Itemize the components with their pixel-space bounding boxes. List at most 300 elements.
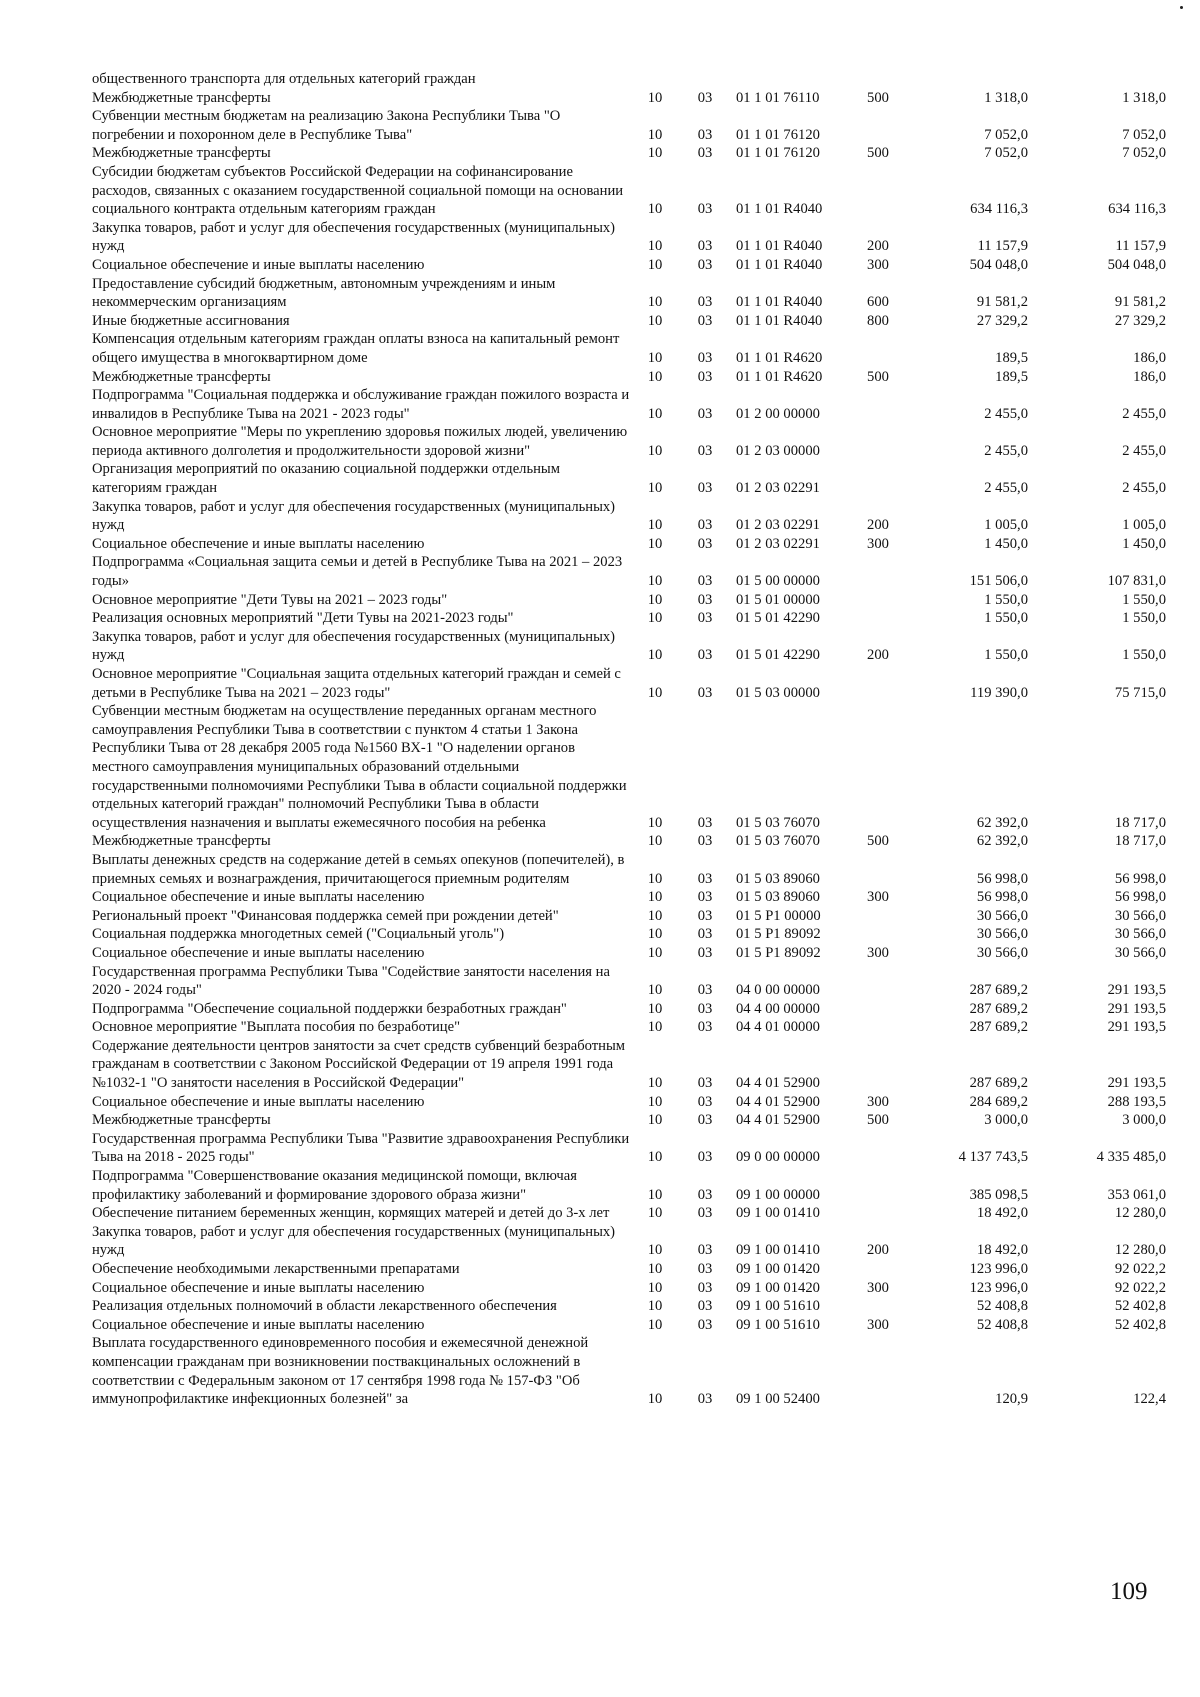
row-name: Реализация основных мероприятий "Дети Тувы на 2021-2023 годы" xyxy=(92,610,514,627)
table-row xyxy=(92,498,1172,535)
row-expense-type xyxy=(854,1037,902,1093)
row-expense-type xyxy=(854,702,902,832)
budget-table xyxy=(92,70,1172,1409)
row-amount-year2: 291 193,5 xyxy=(1107,1075,1166,1092)
row-expense-type xyxy=(854,1000,902,1019)
row-expense-type: 200 xyxy=(867,647,889,664)
row-name: Выплата государственного единовременного пособия и ежемесячной денежной компенсации гражданам при возникновении поствакцинальных осложнений в соответствии с Федеральным законом от 17 сентября 1998 года № 157-ФЗ "Об иммунопрофилактике инфекционных болезней" за xyxy=(92,1335,589,1408)
row-section: 10 xyxy=(647,312,663,329)
row-section: 10 xyxy=(647,349,663,366)
row-amount-year2: 12 280,0 xyxy=(1114,1242,1166,1259)
row-section: 10 xyxy=(647,517,663,534)
row-amount-year1: 52 408,8 xyxy=(976,1298,1028,1315)
row-expense-type: 300 xyxy=(867,535,889,552)
row-amount-year2: 18 717,0 xyxy=(1114,814,1166,831)
row-name: Межбюджетные трансферты xyxy=(92,145,271,162)
row-amount-year1: 18 492,0 xyxy=(976,1205,1028,1222)
row-amount-year1: 91 581,2 xyxy=(976,294,1028,311)
row-name: общественного транспорта для отдельных категорий граждан xyxy=(92,71,476,87)
row-name: Социальное обеспечение и иные выплаты населению xyxy=(92,535,425,552)
table-row xyxy=(92,907,1172,926)
row-name: Закупка товаров, работ и услуг для обеспечения государственных (муниципальных) нужд xyxy=(92,219,616,255)
row-section: 10 xyxy=(647,294,663,311)
table-row xyxy=(92,925,1172,944)
table-row xyxy=(92,963,1172,1000)
row-name: Обеспечение питанием беременных женщин, кормящих матерей и детей до 3-х лет xyxy=(92,1205,610,1222)
row-subsection: 03 xyxy=(697,1000,713,1017)
row-subsection: 03 xyxy=(697,573,713,590)
row-target-code: 01 2 03 00000 xyxy=(736,442,820,459)
row-expense-type: 500 xyxy=(867,145,889,162)
table-row xyxy=(92,219,1172,256)
row-name: Социальное обеспечение и иные выплаты населению xyxy=(92,256,425,273)
row-amount-year1: 189,5 xyxy=(995,349,1028,366)
row-amount-year2: 52 402,8 xyxy=(1114,1316,1166,1333)
row-name: Закупка товаров, работ и услуг для обеспечения государственных (муниципальных) нужд xyxy=(92,1223,616,1259)
row-name: Субсидии бюджетам субъектов Российской Федерации на софинансирование расходов, связанных с оказанием государственной социальной помощи на основании социального контракта отдельным категориям граждан xyxy=(92,163,624,218)
row-expense-type: 200 xyxy=(867,517,889,534)
row-target-code: 09 1 00 01410 xyxy=(736,1242,820,1259)
row-amount-year1: 1 550,0 xyxy=(984,610,1028,627)
row-amount-year2: 7 052,0 xyxy=(1122,126,1166,143)
row-subsection: 03 xyxy=(697,814,713,831)
row-name: Межбюджетные трансферты xyxy=(92,368,271,385)
row-name: Социальное обеспечение и иные выплаты населению xyxy=(92,1093,425,1110)
row-amount-year2: 12 280,0 xyxy=(1114,1205,1166,1222)
row-name: Подпрограмма "Социальная поддержка и обслуживание граждан пожилого возраста и инвалидов в Республике Тыва на 2021 - 2023 годы" xyxy=(92,387,630,422)
table-row xyxy=(92,163,1172,219)
table-row xyxy=(92,1167,1172,1204)
row-amount-year2 xyxy=(1038,70,1172,89)
row-amount-year1: 284 689,2 xyxy=(969,1093,1028,1110)
row-amount-year2: 11 157,9 xyxy=(1115,238,1166,255)
row-amount-year2: 27 329,2 xyxy=(1114,312,1166,329)
row-section: 10 xyxy=(647,833,663,850)
row-expense-type: 200 xyxy=(867,1242,889,1259)
row-subsection: 03 xyxy=(697,294,713,311)
row-amount-year1: 7 052,0 xyxy=(984,126,1028,143)
row-amount-year1: 30 566,0 xyxy=(976,907,1028,924)
row-expense-type: 500 xyxy=(867,89,889,106)
row-section: 10 xyxy=(647,535,663,552)
row-name: Государственная программа Республики Тыва "Развитие здравоохранения Республики Тыва на 2018 - 2025 годы" xyxy=(92,1130,630,1166)
row-name: Межбюджетные трансферты xyxy=(92,833,271,850)
row-target-code: 01 5 03 76070 xyxy=(736,814,820,831)
row-target-code: 04 4 01 52900 xyxy=(736,1075,820,1092)
table-row xyxy=(92,1297,1172,1316)
row-target-code: 01 5 01 42290 xyxy=(736,610,820,627)
row-target-code: 01 5 P1 00000 xyxy=(736,907,821,924)
row-section: 10 xyxy=(647,1391,663,1408)
row-amount-year1: 30 566,0 xyxy=(976,944,1028,961)
row-subsection: 03 xyxy=(697,591,713,608)
row-section: 10 xyxy=(647,684,663,701)
row-target-code: 09 1 00 01420 xyxy=(736,1261,820,1277)
row-subsection: 03 xyxy=(697,312,713,329)
row-name: Предоставление субсидий бюджетным, автономным учреждениям и иным некоммерческим организациям xyxy=(92,275,556,311)
row-expense-type xyxy=(854,330,902,367)
row-expense-type xyxy=(854,925,902,944)
row-amount-year1: 52 408,8 xyxy=(976,1316,1028,1333)
row-section: 10 xyxy=(647,1019,663,1036)
row-name: Региональный проект "Финансовая поддержка семей при рождении детей" xyxy=(92,907,559,924)
row-name: Закупка товаров, работ и услуг для обеспечения государственных (муниципальных) нужд xyxy=(92,498,616,534)
table-row xyxy=(92,1018,1172,1037)
row-section: 10 xyxy=(647,201,663,218)
row-subsection xyxy=(680,70,730,89)
row-expense-type: 600 xyxy=(867,294,889,311)
row-section: 10 xyxy=(647,982,663,999)
row-expense-type: 500 xyxy=(867,833,889,850)
row-section: 10 xyxy=(647,1261,663,1277)
row-amount-year2: 291 193,5 xyxy=(1107,982,1166,999)
table-row xyxy=(92,553,1172,590)
row-amount-year2: 634 116,3 xyxy=(1108,201,1166,218)
row-subsection: 03 xyxy=(697,1298,713,1315)
row-amount-year2: 30 566,0 xyxy=(1114,907,1166,924)
row-amount-year2: 291 193,5 xyxy=(1107,1019,1166,1036)
row-section: 10 xyxy=(647,944,663,961)
row-section: 10 xyxy=(647,591,663,608)
row-target-code: 09 1 00 01410 xyxy=(736,1205,820,1222)
row-amount-year2: 52 402,8 xyxy=(1114,1298,1166,1315)
row-section: 10 xyxy=(647,442,663,459)
row-expense-type xyxy=(854,1260,902,1279)
row-amount-year1: 56 998,0 xyxy=(976,889,1028,906)
row-amount-year2: 30 566,0 xyxy=(1114,926,1166,943)
row-subsection: 03 xyxy=(697,535,713,552)
row-target-code: 04 4 01 52900 xyxy=(736,1093,820,1110)
table-row xyxy=(92,1037,1172,1093)
row-name: Подпрограмма «Социальная защита семьи и детей в Республике Тыва на 2021 – 2023 годы» xyxy=(92,554,623,590)
row-amount-year2: 504 048,0 xyxy=(1107,256,1166,273)
row-expense-type: 300 xyxy=(867,256,889,273)
row-expense-type: 800 xyxy=(867,312,889,329)
row-amount-year2: 2 455,0 xyxy=(1122,405,1166,422)
row-target-code: 01 5 01 42290 xyxy=(736,647,820,664)
row-amount-year1 xyxy=(902,70,1038,89)
row-expense-type xyxy=(854,423,902,460)
row-target-code: 01 2 03 02291 xyxy=(736,517,820,534)
row-expense-type xyxy=(854,1204,902,1223)
row-name: Закупка товаров, работ и услуг для обеспечения государственных (муниципальных) нужд xyxy=(92,628,616,664)
row-section: 10 xyxy=(647,89,663,106)
row-section: 10 xyxy=(647,1298,663,1315)
row-expense-type xyxy=(854,609,902,628)
row-section: 10 xyxy=(647,1075,663,1092)
table-row xyxy=(92,535,1172,554)
row-subsection: 03 xyxy=(697,368,713,385)
row-subsection: 03 xyxy=(697,944,713,961)
row-amount-year1: 11 157,9 xyxy=(977,238,1028,255)
row-amount-year1: 287 689,2 xyxy=(969,1019,1028,1036)
row-section: 10 xyxy=(647,256,663,273)
row-section: 10 xyxy=(647,1279,663,1296)
row-amount-year1: 1 550,0 xyxy=(984,647,1028,664)
row-expense-type xyxy=(854,1130,902,1167)
row-target-code: 01 1 01 R4040 xyxy=(736,294,823,311)
row-expense-type xyxy=(854,963,902,1000)
row-name: Подпрограмма "Обеспечение социальной поддержки безработных граждан" xyxy=(92,1000,567,1017)
row-section: 10 xyxy=(647,573,663,590)
row-subsection: 03 xyxy=(697,126,713,143)
row-amount-year2: 1 550,0 xyxy=(1122,591,1166,608)
row-amount-year2: 1 318,0 xyxy=(1122,89,1166,106)
table-row xyxy=(92,1204,1172,1223)
row-section: 10 xyxy=(647,1000,663,1017)
row-expense-type xyxy=(854,553,902,590)
row-amount-year2: 92 022,2 xyxy=(1114,1279,1166,1296)
row-name: Социальное обеспечение и иные выплаты населению xyxy=(92,889,425,906)
table-row xyxy=(92,832,1172,851)
row-expense-type xyxy=(854,665,902,702)
row-name: Социальная поддержка многодетных семей ("Социальный уголь") xyxy=(92,926,505,943)
row-expense-type xyxy=(854,591,902,610)
row-target-code: 04 4 01 00000 xyxy=(736,1019,820,1036)
row-section: 10 xyxy=(647,870,663,887)
row-name: Субвенции местным бюджетам на осуществление переданных органам местного самоуправления Республики Тыва в соответствии с пунктом 4 статьи 1 Закона Республики Тыва от 28 декабря 2005 года №1560 ВХ-1 "О наделении органов местного самоуправления муниципальных образований отдельными государственными полномочиями Республики Тыва в области социальной поддержки отдельных категорий граждан" полномочий Республики Тыва в области осуществления назначения и выплаты ежемесячного пособия на ребенка xyxy=(92,703,627,831)
row-subsection: 03 xyxy=(697,405,713,422)
row-target-code: 01 5 03 76070 xyxy=(736,833,820,850)
row-section: 10 xyxy=(647,1093,663,1110)
row-subsection: 03 xyxy=(697,1186,713,1203)
table-row xyxy=(92,144,1172,163)
row-subsection: 03 xyxy=(697,870,713,887)
row-target-code: 01 1 01 R4040 xyxy=(736,238,823,255)
row-expense-type: 500 xyxy=(867,1112,889,1129)
row-section: 10 xyxy=(647,647,663,664)
row-amount-year2: 92 022,2 xyxy=(1114,1261,1166,1277)
table-row xyxy=(92,1130,1172,1167)
row-name: Содержание деятельности центров занятости за счет средств субвенций безработным гражданам в соответствии с Законом Российской Федерации от 19 апреля 1991 года №1032-1 "О занятости населения в Российской Федерации" xyxy=(92,1037,625,1092)
row-amount-year1: 123 996,0 xyxy=(969,1261,1028,1277)
row-subsection: 03 xyxy=(697,1242,713,1259)
table-row xyxy=(92,1093,1172,1112)
row-target-code: 09 1 00 52400 xyxy=(736,1391,820,1408)
row-section: 10 xyxy=(647,145,663,162)
row-subsection: 03 xyxy=(697,442,713,459)
row-expense-type xyxy=(854,851,902,888)
row-amount-year2: 1 450,0 xyxy=(1122,535,1166,552)
row-name: Иные бюджетные ассигнования xyxy=(92,312,290,329)
row-expense-type xyxy=(854,1167,902,1204)
row-name: Межбюджетные трансферты xyxy=(92,1112,271,1129)
row-amount-year1: 1 450,0 xyxy=(984,535,1028,552)
row-amount-year1: 4 137 743,5 xyxy=(958,1149,1028,1166)
row-target-code: 01 5 P1 89092 xyxy=(736,926,821,943)
row-amount-year1: 151 506,0 xyxy=(969,573,1028,590)
row-amount-year1: 287 689,2 xyxy=(969,1075,1028,1092)
row-name: Основное мероприятие "Дети Тувы на 2021 – 2023 годы" xyxy=(92,591,448,608)
row-expense-type: 500 xyxy=(867,368,889,385)
row-amount-year1: 1 318,0 xyxy=(984,89,1028,106)
table-row xyxy=(92,1111,1172,1130)
row-subsection: 03 xyxy=(697,1261,713,1277)
row-expense-type xyxy=(854,1334,902,1408)
row-amount-year2: 353 061,0 xyxy=(1107,1186,1166,1203)
row-target-code: 01 5 00 00000 xyxy=(736,573,820,590)
row-target-code: 09 1 00 01420 xyxy=(736,1279,820,1296)
row-target-code: 01 1 01 R4620 xyxy=(736,349,823,366)
row-name: Компенсация отдельным категориям граждан оплаты взноса на капитальный ремонт общего имущества в многоквартирном доме xyxy=(92,331,620,366)
row-amount-year1: 634 116,3 xyxy=(970,201,1028,218)
row-section xyxy=(630,70,680,89)
table-row xyxy=(92,312,1172,331)
row-amount-year1: 3 000,0 xyxy=(984,1112,1028,1129)
row-amount-year1: 62 392,0 xyxy=(976,814,1028,831)
row-amount-year2: 122,4 xyxy=(1133,1391,1166,1408)
row-expense-type: 300 xyxy=(867,1093,889,1110)
table-row xyxy=(92,888,1172,907)
row-section: 10 xyxy=(647,1242,663,1259)
budget-table-body xyxy=(92,70,1172,1409)
row-subsection: 03 xyxy=(697,238,713,255)
row-section: 10 xyxy=(647,480,663,497)
row-name: Субвенции местным бюджетам на реализацию Закона Республики Тыва "О погребении и похоронном деле в Республике Тыва" xyxy=(92,108,561,143)
row-amount-year2: 56 998,0 xyxy=(1114,870,1166,887)
row-amount-year2: 1 550,0 xyxy=(1122,647,1166,664)
row-target-code: 01 2 03 02291 xyxy=(736,535,820,552)
row-target-code: 09 0 00 00000 xyxy=(736,1149,820,1166)
row-amount-year1: 123 996,0 xyxy=(969,1279,1028,1296)
row-amount-year2: 75 715,0 xyxy=(1114,684,1166,701)
row-subsection: 03 xyxy=(697,647,713,664)
row-expense-type: 200 xyxy=(867,238,889,255)
table-row xyxy=(92,944,1172,963)
row-name: Основное мероприятие "Социальная защита отдельных категорий граждан и семей с детьми в Республике Тыва на 2021 – 2023 годы" xyxy=(92,666,621,701)
row-subsection: 03 xyxy=(697,201,713,218)
table-row xyxy=(92,702,1172,832)
table-row xyxy=(92,330,1172,367)
row-section: 10 xyxy=(647,889,663,906)
page-number: 109 xyxy=(1110,1578,1148,1605)
row-amount-year1: 1 550,0 xyxy=(984,591,1028,608)
table-row xyxy=(92,609,1172,628)
table-row xyxy=(92,851,1172,888)
row-name: Социальное обеспечение и иные выплаты населению xyxy=(92,1279,425,1296)
row-target-code: 04 0 00 00000 xyxy=(736,982,820,999)
row-subsection: 03 xyxy=(697,1149,713,1166)
table-row xyxy=(92,423,1172,460)
row-target-code: 01 1 01 R4620 xyxy=(736,368,823,385)
row-target-code: 04 4 01 52900 xyxy=(736,1112,820,1129)
row-amount-year1: 7 052,0 xyxy=(984,145,1028,162)
row-expense-type xyxy=(854,386,902,423)
row-amount-year1: 2 455,0 xyxy=(984,405,1028,422)
table-row xyxy=(92,1000,1172,1019)
row-expense-type xyxy=(854,1018,902,1037)
table-row xyxy=(92,89,1172,108)
row-expense-type: 300 xyxy=(867,1316,889,1333)
row-amount-year2: 7 052,0 xyxy=(1122,145,1166,162)
row-section: 10 xyxy=(647,907,663,924)
row-amount-year2: 1 005,0 xyxy=(1122,517,1166,534)
row-amount-year2: 30 566,0 xyxy=(1114,944,1166,961)
row-expense-type: 300 xyxy=(867,1279,889,1296)
row-target-code: 01 1 01 R4040 xyxy=(736,312,823,329)
row-expense-type xyxy=(854,107,902,144)
row-subsection: 03 xyxy=(697,1019,713,1036)
row-target-code: 01 1 01 76120 xyxy=(736,126,820,143)
table-row xyxy=(92,1316,1172,1335)
table-row xyxy=(92,1334,1172,1408)
row-section: 10 xyxy=(647,238,663,255)
row-target-code: 01 2 03 02291 xyxy=(736,480,820,497)
row-name: Основное мероприятие "Меры по укреплению здоровья пожилых людей, увеличению периода активного долголетия и продолжительности здоровой жизни" xyxy=(92,424,628,459)
table-row xyxy=(92,591,1172,610)
row-subsection: 03 xyxy=(697,1391,713,1408)
row-target-code xyxy=(730,70,854,89)
row-amount-year1: 56 998,0 xyxy=(976,870,1028,887)
row-amount-year1: 385 098,5 xyxy=(969,1186,1028,1203)
table-row xyxy=(92,107,1172,144)
row-subsection: 03 xyxy=(697,926,713,943)
row-subsection: 03 xyxy=(697,256,713,273)
row-expense-type: 300 xyxy=(867,944,889,961)
row-expense-type xyxy=(854,907,902,926)
row-name: Обеспечение необходимыми лекарственными препаратами xyxy=(92,1261,460,1277)
row-target-code: 01 1 01 R4040 xyxy=(736,256,823,273)
row-target-code: 09 1 00 00000 xyxy=(736,1186,820,1203)
row-section: 10 xyxy=(647,405,663,422)
row-subsection: 03 xyxy=(697,480,713,497)
row-amount-year1: 2 455,0 xyxy=(984,480,1028,497)
row-subsection: 03 xyxy=(697,349,713,366)
row-amount-year2: 2 455,0 xyxy=(1122,480,1166,497)
row-section: 10 xyxy=(647,814,663,831)
row-amount-year1: 62 392,0 xyxy=(976,833,1028,850)
row-amount-year2: 3 000,0 xyxy=(1122,1112,1166,1129)
row-expense-type xyxy=(854,460,902,497)
row-subsection: 03 xyxy=(697,517,713,534)
row-amount-year2: 56 998,0 xyxy=(1114,889,1166,906)
table-row xyxy=(92,1223,1172,1260)
row-subsection: 03 xyxy=(697,610,713,627)
row-subsection: 03 xyxy=(697,833,713,850)
scan-artifact xyxy=(1180,6,1183,9)
row-expense-type xyxy=(854,70,902,89)
row-expense-type xyxy=(854,1297,902,1316)
row-amount-year2: 291 193,5 xyxy=(1107,1000,1166,1017)
row-expense-type xyxy=(854,163,902,219)
row-section: 10 xyxy=(647,1149,663,1166)
row-subsection: 03 xyxy=(697,907,713,924)
row-target-code: 09 1 00 51610 xyxy=(736,1298,820,1315)
table-row xyxy=(92,460,1172,497)
row-target-code: 01 5 P1 89092 xyxy=(736,944,821,961)
row-target-code: 01 1 01 R4040 xyxy=(736,201,823,218)
row-amount-year2: 91 581,2 xyxy=(1114,294,1166,311)
row-amount-year1: 120,9 xyxy=(995,1391,1028,1408)
row-section: 10 xyxy=(647,610,663,627)
table-row xyxy=(92,256,1172,275)
row-amount-year1: 18 492,0 xyxy=(976,1242,1028,1259)
row-amount-year1: 30 566,0 xyxy=(976,926,1028,943)
row-amount-year1: 287 689,2 xyxy=(969,982,1028,999)
row-amount-year2: 18 717,0 xyxy=(1114,833,1166,850)
row-name: Реализация отдельных полномочий в области лекарственного обеспечения xyxy=(92,1298,557,1315)
row-name: Межбюджетные трансферты xyxy=(92,89,271,106)
row-name: Выплаты денежных средств на содержание детей в семьях опекунов (попечителей), в приемных семьях и вознаграждения, причитающегося приемным родителям xyxy=(92,851,625,887)
row-amount-year1: 27 329,2 xyxy=(976,312,1028,329)
row-name: Подпрограмма "Совершенствование оказания медицинской помощи, включая профилактику заболеваний и формирование здорового образа жизни" xyxy=(92,1168,577,1203)
row-subsection: 03 xyxy=(697,982,713,999)
row-subsection: 03 xyxy=(697,1316,713,1333)
table-row xyxy=(92,275,1172,312)
row-section: 10 xyxy=(647,1112,663,1129)
row-name: Государственная программа Республики Тыва "Содействие занятости населения на 2020 - 2024 годы" xyxy=(92,963,610,999)
table-row xyxy=(92,628,1172,665)
